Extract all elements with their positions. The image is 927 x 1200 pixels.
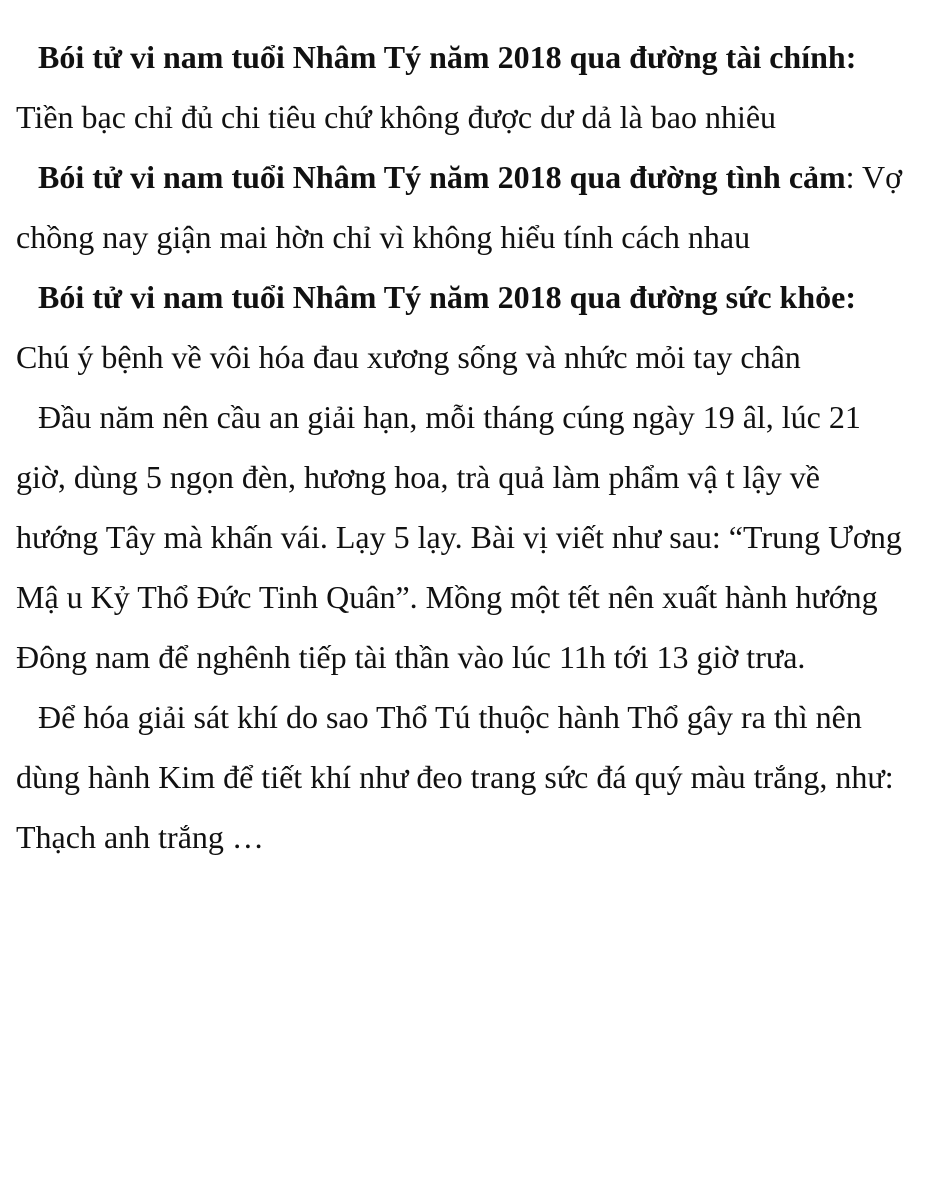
heading-health: Bói tử vi nam tuổi Nhâm Tý năm 2018 qua đường sức khỏe: (38, 279, 856, 315)
paragraph-remedy: Để hóa giải sát khí do sao Thổ Tú thuộc hành Thổ gây ra thì nên dùng hành Kim để tiết khí như đeo trang sức đá quý màu trắng, như: Thạch anh trắng … (16, 699, 894, 855)
heading-finance: Bói tử vi nam tuổi Nhâm Tý năm 2018 qua đường tài chính: (38, 39, 857, 75)
text-finance: Tiền bạc chỉ đủ chi tiêu chứ không được dư dả là bao nhiêu (16, 99, 777, 135)
paragraph-health (16, 267, 907, 387)
paragraph-ritual: Đầu năm nên cầu an giải hạn, mỗi tháng cúng ngày 19 âl, lúc 21 giờ, dùng 5 ngọn đèn, hương hoa, trà quả làm phẩm vậ t lậy về hướng Tây mà khấn vái. Lạy 5 lạy. Bài vị viết như sau: “Trung Ương Mậ u Kỷ Thổ Đức Tinh Quân”. Mồng một tết nên xuất hành hướng Đông nam để nghênh tiếp tài thần vào lúc 11h tới 13 giờ trưa. (16, 399, 902, 675)
paragraph-finance (16, 27, 907, 147)
heading-love: Bói tử vi nam tuổi Nhâm Tý năm 2018 qua đường tình cảm (38, 159, 846, 195)
text-health: Chú ý bệnh về vôi hóa đau xương sống và nhức mỏi tay chân (16, 339, 801, 375)
paragraph-love (16, 147, 907, 267)
text-love: : Vợ chồng nay giận mai hờn chỉ vì không hiểu tính cách nhau (16, 159, 903, 255)
